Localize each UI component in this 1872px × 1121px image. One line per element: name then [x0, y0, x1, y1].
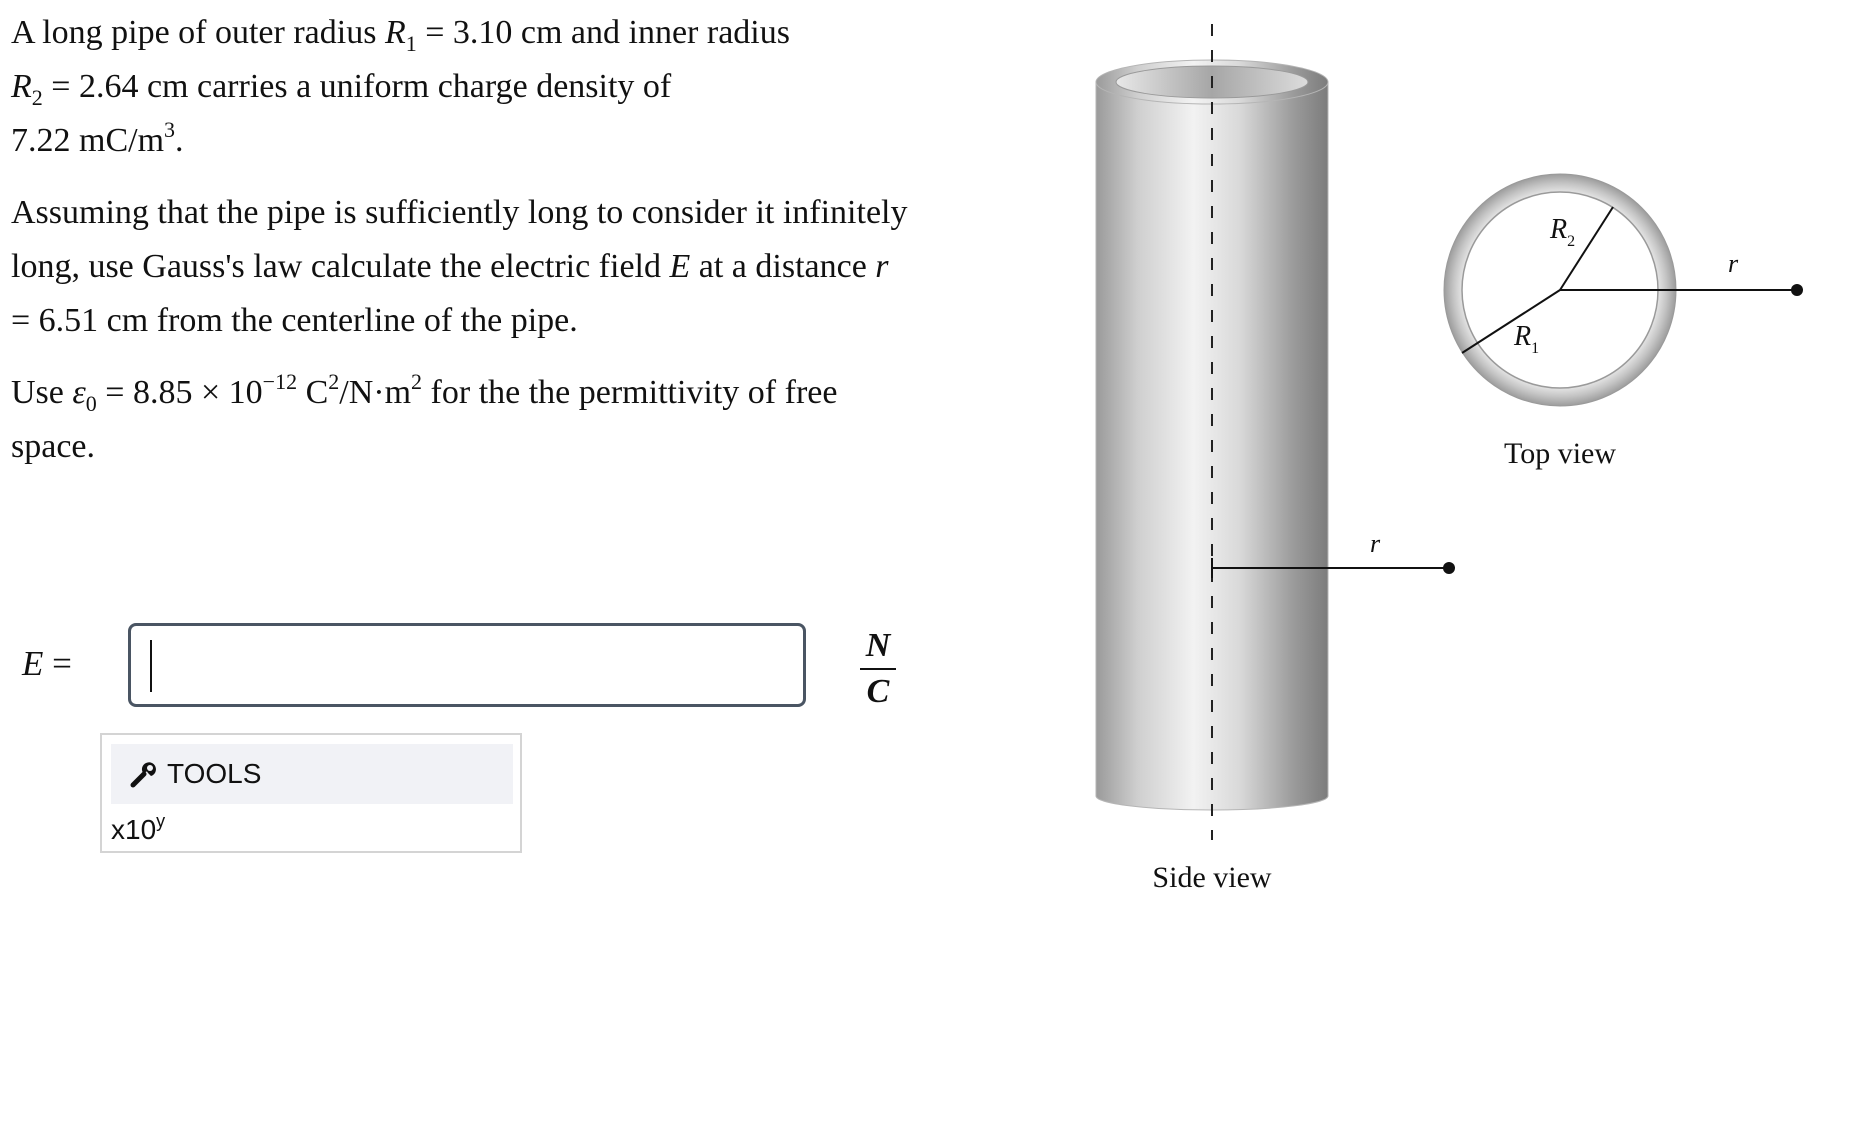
- tools-label: TOOLS: [167, 758, 262, 789]
- problem-paragraph-3: Use $\varepsilon_0 = 8.85 \times 10^{-12}$ $C^2/N\cdot m^2$ for the the permittivity of free space.: [11, 369, 838, 465]
- r1-label: $R_1$: [1514, 321, 1540, 357]
- side-r-label: r: [1370, 529, 1381, 558]
- side-field-point: [1443, 562, 1455, 574]
- unit-denominator: C: [866, 673, 890, 710]
- unit-numerator: N: [865, 627, 891, 664]
- problem-paragraph-2: Assuming that the pipe is sufficiently long to consider it infinitely long, use Gauss's law calculate the electric field E at a distance r = 6.51 cm from the centerline of the pipe.: [11, 194, 908, 339]
- top-r-label: r: [1728, 249, 1739, 278]
- problem-paragraph-1: A long pipe of outer radius $R_1 = 3.10$ cm and inner radius $R_2 = 2.64$ cm carries a uniform charge density of 7.22 $mC/m^3$.: [11, 14, 790, 159]
- scientific-notation-button[interactable]: x10$^y$: [111, 811, 166, 845]
- answer-label: E =: [22, 644, 72, 683]
- top-field-point: [1791, 284, 1803, 296]
- side-view-label: Side view: [1152, 861, 1272, 894]
- side-view-cylinder: [1096, 60, 1328, 810]
- top-view-label: Top view: [1503, 437, 1617, 470]
- r2-label: $R_2$: [1550, 214, 1576, 250]
